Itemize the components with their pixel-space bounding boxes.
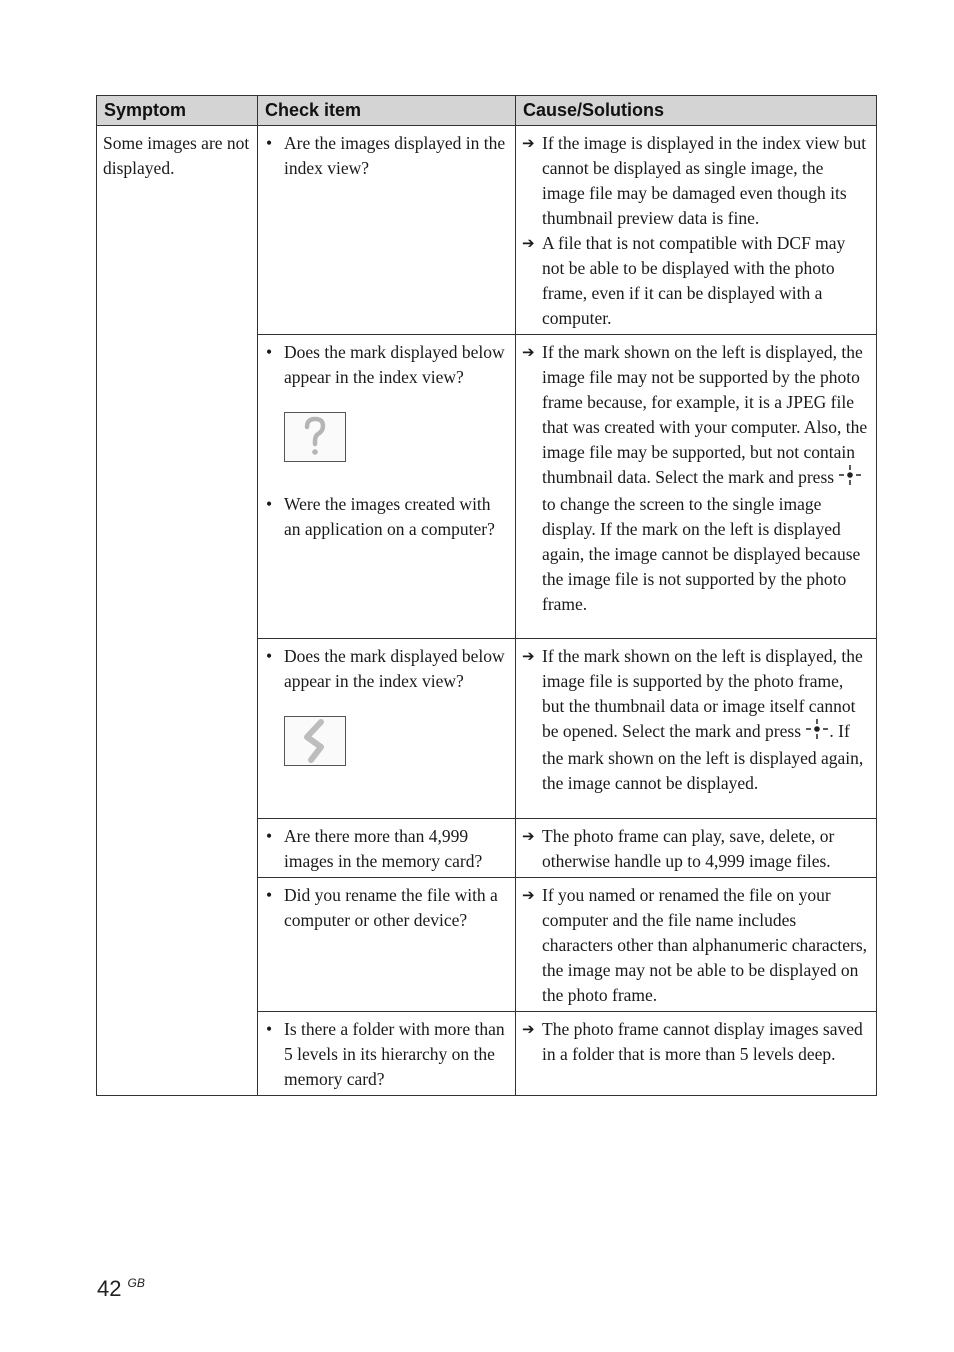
table-row: [97, 126, 877, 335]
question-mark-icon: [284, 412, 346, 462]
arrow-icon: ➔: [522, 827, 535, 845]
solution-item: ➔ A file that is not compatible with DCF may not be able to be displayed with the photo frame, even if it can be displayed with a computer.: [522, 233, 846, 328]
check-cell: [258, 819, 516, 878]
check-cell: [258, 878, 516, 1012]
solution-item: ➔ If the image is displayed in the index view but cannot be displayed as single image, the image file may be damaged even though its thumbnail preview data is fine.: [522, 133, 867, 228]
solution-cell: [516, 1012, 877, 1096]
troubleshooting-table: [96, 95, 877, 1096]
check-cell: [258, 335, 516, 639]
check-item: • Did you rename the file with a computer or other device?: [266, 885, 498, 930]
arrow-icon: ➔: [522, 1020, 535, 1038]
page-number: 42: [97, 1276, 122, 1301]
check-item: • Are the images displayed in the index view?: [266, 133, 506, 178]
symptom-cell: Some images are not displayed.: [97, 126, 258, 1096]
check-item: • Does the mark displayed below appear in the index view?: [266, 342, 505, 387]
header-symptom: Symptom: [97, 96, 258, 126]
arrow-icon: ➔: [522, 886, 535, 904]
arrow-icon: ➔: [522, 234, 535, 252]
table-header-row: [97, 96, 877, 126]
solution-item: ➔ If the mark shown on the left is displayed, the image file is supported by the photo frame, but the thumbnail data or image itself cannot be opened. Select the mark and press . If the mark shown on the left is displayed again, the image cannot be displayed.: [522, 646, 864, 794]
jog-button-icon: [805, 719, 829, 746]
solution-cell: [516, 335, 877, 639]
solution-item: ➔ The photo frame cannot display images saved in a folder that is more than 5 levels deep.: [522, 1019, 863, 1064]
solution-cell: [516, 878, 877, 1012]
solution-item: ➔ The photo frame can play, save, delete, or otherwise handle up to 4,999 image files.: [522, 826, 835, 871]
solution-cell: [516, 126, 877, 335]
jog-button-icon: [838, 465, 862, 492]
check-cell: [258, 1012, 516, 1096]
check-cell: [258, 639, 516, 819]
arrow-icon: ➔: [522, 647, 535, 665]
header-check-item: Check item: [258, 96, 516, 126]
check-item: • Were the images created with an application on a computer?: [266, 494, 495, 539]
check-item: • Does the mark displayed below appear in the index view?: [266, 646, 505, 691]
arrow-icon: ➔: [522, 343, 535, 361]
solution-item: ➔ If the mark shown on the left is displayed, the image file may not be supported by the photo frame because, for example, it is a JPEG file that was created with your computer. Also, the image file may be supported, but not contain thumbnail data. Select the mark and press to change the screen to the single image display. If the mark on the left is displayed again, the image cannot be displayed because the image file is not supported by the photo frame.: [522, 342, 868, 615]
arrow-icon: ➔: [522, 134, 535, 152]
header-cause-solutions: Cause/Solutions: [516, 96, 877, 126]
solution-cell: [516, 819, 877, 878]
check-cell: [258, 126, 516, 335]
page-footer: [97, 1276, 145, 1302]
check-item: • Is there a folder with more than 5 levels in its hierarchy on the memory card?: [266, 1019, 505, 1089]
check-item: • Are there more than 4,999 images in the memory card?: [266, 826, 483, 871]
region-code: GB: [127, 1276, 145, 1290]
broken-image-icon: [284, 716, 346, 766]
solution-item: ➔ If you named or renamed the file on your computer and the file name includes characters other than alphanumeric characters, the image may not be able to be displayed on the photo frame.: [522, 885, 868, 1005]
solution-cell: [516, 639, 877, 819]
